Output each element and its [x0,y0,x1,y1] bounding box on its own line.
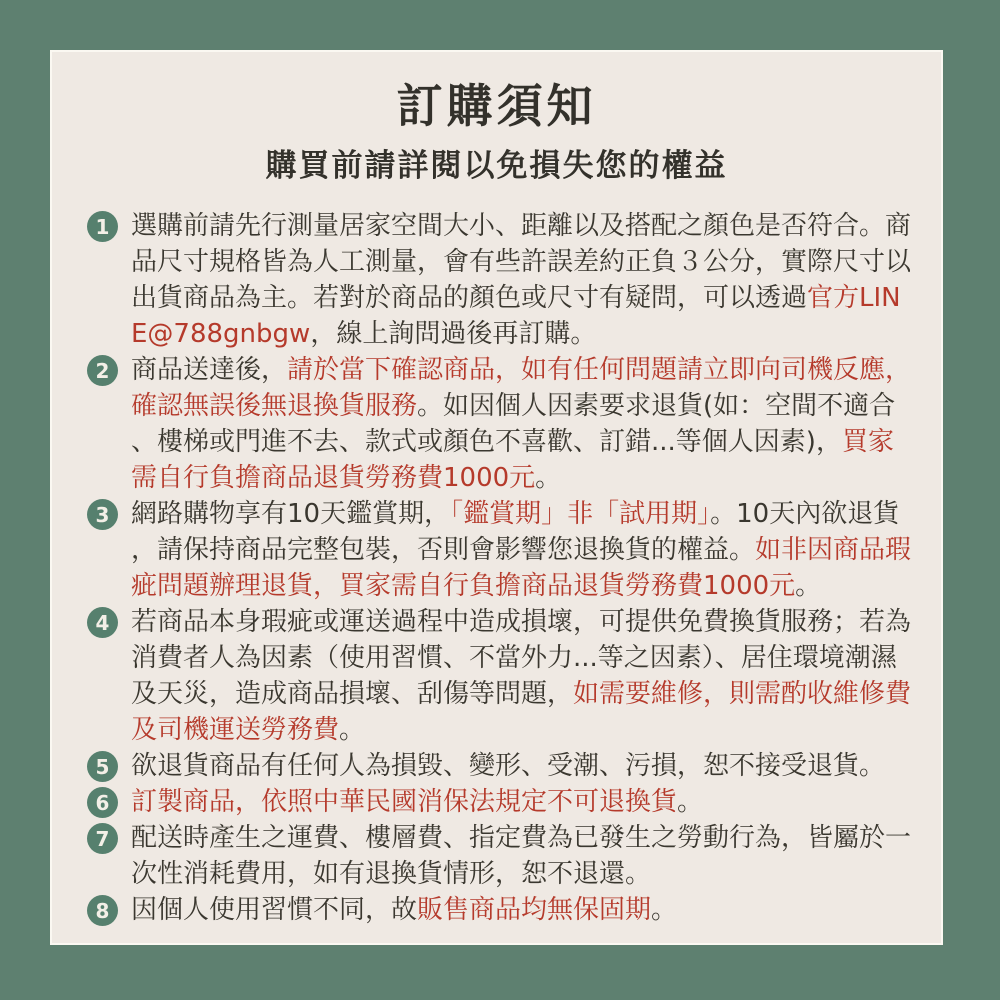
notice-text [131,748,913,784]
notice-item [95,496,913,604]
notice-text-segment-red: 訂製商品，依照中華民國消保法規定不可退換貨 [131,787,678,817]
item-number-badge: 1 [87,211,118,242]
notice-text [131,784,913,820]
notice-text [131,208,913,352]
notice-text-segment-red: 請於當下確認商品，如有任何問題請立即向司機反應，確認無誤後無退換貨服務 [131,355,912,421]
notice-text-segment: ，線上詢問過後再訂購。 [310,319,597,349]
notice-text [131,352,913,496]
notice-text-segment: 。 [339,715,366,745]
notice-text-segment-red: 如非因商品瑕疵問題辦理退貨，買家需自行負擔商品退貨勞務費1000元 [131,535,912,601]
item-number-badge: 7 [87,823,118,854]
item-number-badge: 5 [87,751,118,782]
notice-item [95,352,913,496]
notice-item [95,604,913,748]
notice-text-segment-red: 買家需自行負擔商品退貨勞務費1000元 [131,427,894,493]
notice-text-segment: 因個人使用習慣不同，故 [131,895,418,925]
page-title: 訂購須知 [396,79,597,133]
item-number-badge: 2 [87,355,118,386]
notice-text-segment-red: 官方LINE@788gnbgw [131,283,901,349]
item-number-badge: 4 [87,607,118,638]
notice-text-segment: 網路購物享有10天鑑賞期， [131,499,451,529]
notice-text-segment-red: 如需要維修，則需酌收維修費及司機運送勞務費 [131,679,912,745]
notice-text-segment: 選購前請先行測量居家空間大小、距離以及搭配之顏色是否符合。商品尺寸規格皆為人工測量，會有些許誤差約正負３公分，實際尺寸以出貨商品為主。若對於商品的顏色或尺寸有疑問，可以透過 [131,211,912,313]
notice-text-segment: 。 [535,463,562,493]
notice-text-segment: 配送時產生之運費、樓層費、指定費為已發生之勞動行為，皆屬於一次性消耗費用，如有退換貨情形，恕不退還。 [131,823,912,889]
notice-text-segment: 。 [795,571,822,601]
notice-text [131,604,913,748]
notice-item [95,784,913,820]
notice-panel [50,50,943,945]
item-number-badge: 8 [87,895,118,926]
notice-item [95,892,913,928]
notice-text-segment: 。如因個人因素要求退貨(如：空間不適合、樓梯或門進不去、款式或顏色不喜歡、訂錯...等個人因素)， [131,391,896,457]
notice-text-segment: 欲退貨商品有任何人為損毀、變形、受潮、污損，恕不接受退貨。 [131,751,886,781]
notice-text-segment: 。 [651,895,678,925]
notice-text-segment: 。 [677,787,704,817]
notice-text-segment: 。10天內欲退貨，請保持商品完整包裝，否則會影響您退換貨的權益。 [131,499,900,565]
notice-text-segment-red: 販售商品均無保固期 [417,895,652,925]
notice-text [131,820,913,892]
notice-list [95,208,913,928]
item-number-badge: 6 [87,787,118,818]
notice-item [95,748,913,784]
notice-text-segment-red: 「鑑賞期」非「試用期」 [450,499,711,529]
notice-text [131,892,913,928]
notice-text-segment: 若商品本身瑕疵或運送過程中造成損壞，可提供免費換貨服務；若為消費者人為因素（使用習慣、不當外力...等之因素）、居住環境潮濕及天災，造成商品損壞、刮傷等問題， [131,607,912,709]
notice-text [131,496,913,604]
notice-item [95,208,913,352]
page-subtitle: 購買前請詳閱以免損失您的權益 [265,148,728,184]
notice-text-segment: 商品送達後， [131,355,288,385]
item-number-badge: 3 [87,499,118,530]
notice-item [95,820,913,892]
